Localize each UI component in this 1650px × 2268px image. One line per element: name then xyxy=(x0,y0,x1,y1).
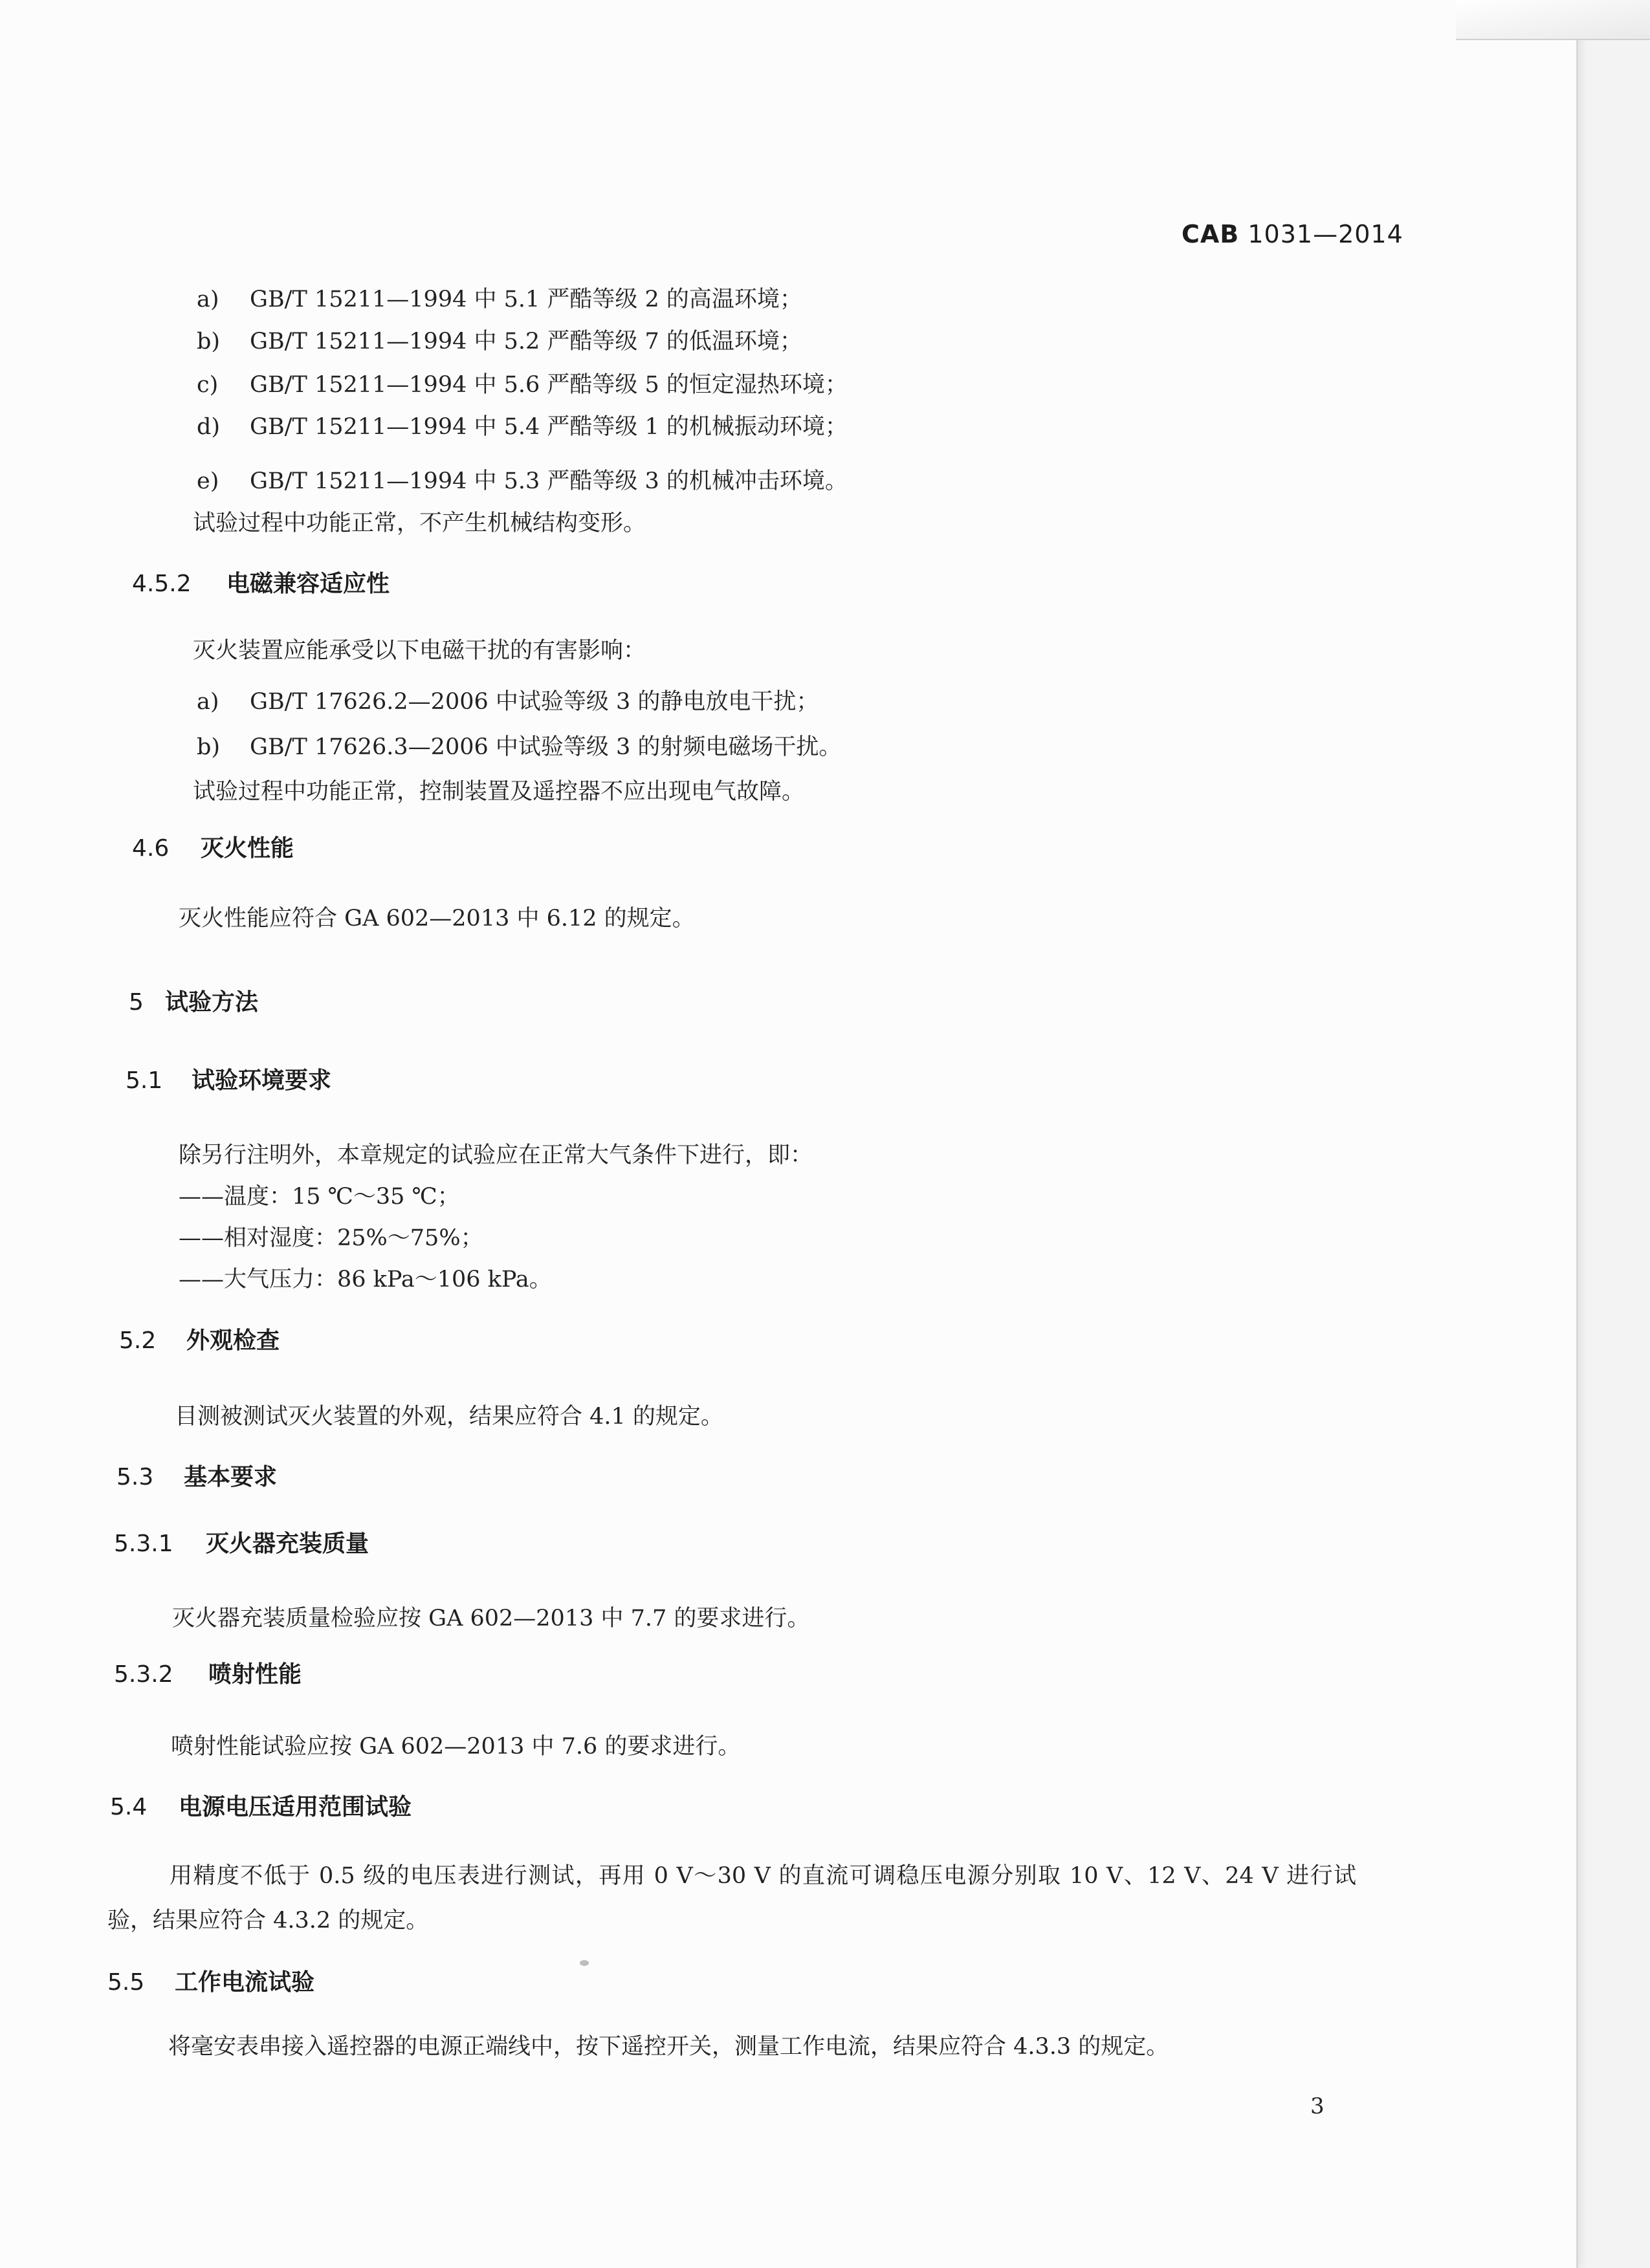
section-heading-5-1 xyxy=(126,1062,331,1095)
section-number: 5.3.2 xyxy=(114,1661,173,1688)
list-item: ——大气压力：86 kPa～106 kPa。 xyxy=(179,1267,552,1292)
section-title: 电磁兼容适应性 xyxy=(226,571,390,597)
section-number: 5.4 xyxy=(110,1794,148,1820)
page-corner-fold xyxy=(1456,0,1650,40)
paragraph: 喷射性能试验应按 GA 602—2013 中 7.6 的要求进行。 xyxy=(171,1734,741,1760)
standard-code: CAB xyxy=(1182,220,1240,248)
section-title: 试验方法 xyxy=(165,989,259,1016)
list-item: ——相对湿度：25%～75%； xyxy=(179,1225,483,1251)
scan-speck xyxy=(580,1960,589,1966)
section-title: 试验环境要求 xyxy=(192,1067,332,1094)
section-number: 4.6 xyxy=(132,835,170,862)
section-heading-5-3-2 xyxy=(114,1656,302,1689)
list-marker: b) xyxy=(197,734,221,760)
section-number: 5.3.1 xyxy=(114,1531,173,1557)
list-text: GB/T 15211—1994 中 5.3 严酷等级 3 的机械冲击环境。 xyxy=(250,468,848,494)
chapter-heading-5 xyxy=(129,984,258,1017)
section-title: 基本要求 xyxy=(184,1464,278,1490)
section-number: 5.2 xyxy=(119,1327,157,1354)
section-heading-4-6 xyxy=(132,830,294,863)
list-marker: e) xyxy=(197,468,219,494)
section-number: 5.1 xyxy=(126,1067,163,1094)
list-conclusion: 试验过程中功能正常，不产生机械结构变形。 xyxy=(193,510,646,536)
section-number: 5.3 xyxy=(116,1464,154,1490)
section-title: 灭火性能 xyxy=(201,835,294,862)
list-item: ——温度：15 ℃～35 ℃； xyxy=(179,1184,460,1210)
section-heading-5-3 xyxy=(116,1459,277,1492)
list-marker: d) xyxy=(197,414,221,440)
paragraph: 灭火装置应能承受以下电磁干扰的有害影响： xyxy=(193,638,646,664)
section-heading-5-4 xyxy=(110,1789,412,1822)
list-item xyxy=(197,323,802,356)
section-number: 5.5 xyxy=(107,1969,145,1996)
paragraph: 目测被测试灭火装置的外观，结果应符合 4.1 的规定。 xyxy=(175,1404,723,1430)
list-item xyxy=(197,729,841,761)
section-heading-5-3-1 xyxy=(114,1525,369,1558)
list-text: GB/T 15211—1994 中 5.4 严酷等级 1 的机械振动环境； xyxy=(250,414,848,440)
list-text: GB/T 15211—1994 中 5.6 严酷等级 5 的恒定湿热环境； xyxy=(250,372,848,398)
section-title: 灭火器充装质量 xyxy=(206,1531,369,1557)
list-marker: a) xyxy=(197,689,219,715)
list-text: GB/T 17626.2—2006 中试验等级 3 的静电放电干扰； xyxy=(250,689,819,715)
section-heading-4-5-2 xyxy=(132,565,390,598)
list-item xyxy=(197,281,802,314)
section-number: 5 xyxy=(129,989,144,1016)
paragraph: 灭火器充装质量检验应按 GA 602—2013 中 7.7 的要求进行。 xyxy=(172,1606,810,1631)
standard-header xyxy=(1182,220,1403,248)
paragraph: 除另行注明外，本章规定的试验应在正常大气条件下进行，即： xyxy=(179,1142,813,1168)
list-item xyxy=(197,684,819,716)
paragraph: 用精度不低于 0.5 级的电压表进行测试，再用 0 V～30 V 的直流可调稳压电源分别取 10 V、12 V、24 V 进行试验，结果应符合 4.3.2 的规定。 xyxy=(107,1863,1356,1934)
list-text: GB/T 15211—1994 中 5.2 严酷等级 7 的低温环境； xyxy=(250,329,802,354)
page-number: 3 xyxy=(1310,2093,1325,2119)
list-item xyxy=(197,367,848,399)
list-item xyxy=(197,409,848,441)
section-number: 4.5.2 xyxy=(132,571,192,597)
section-heading-5-2 xyxy=(119,1322,280,1355)
standard-number: 1031—2014 xyxy=(1248,220,1403,248)
paragraph: 将毫安表串接入遥控器的电源正端线中，按下遥控开关，测量工作电流，结果应符合 4.3.3 的规定。 xyxy=(168,2034,1169,2060)
list-marker: a) xyxy=(197,287,219,312)
list-text: GB/T 15211—1994 中 5.1 严酷等级 2 的高温环境； xyxy=(250,287,802,312)
list-marker: b) xyxy=(197,329,221,354)
section-title: 喷射性能 xyxy=(208,1661,302,1688)
section-heading-5-5 xyxy=(107,1964,314,1997)
section-title: 电源电压适用范围试验 xyxy=(179,1794,412,1820)
section-title: 工作电流试验 xyxy=(175,1969,315,1996)
list-marker: c) xyxy=(197,372,219,398)
list-text: GB/T 17626.3—2006 中试验等级 3 的射频电磁场干扰。 xyxy=(250,734,842,760)
list-item xyxy=(197,463,848,496)
paragraph: 灭火性能应符合 GA 602—2013 中 6.12 的规定。 xyxy=(179,906,695,932)
section-title: 外观检查 xyxy=(186,1327,280,1354)
paragraph: 试验过程中功能正常，控制装置及遥控器不应出现电气故障。 xyxy=(193,779,805,805)
